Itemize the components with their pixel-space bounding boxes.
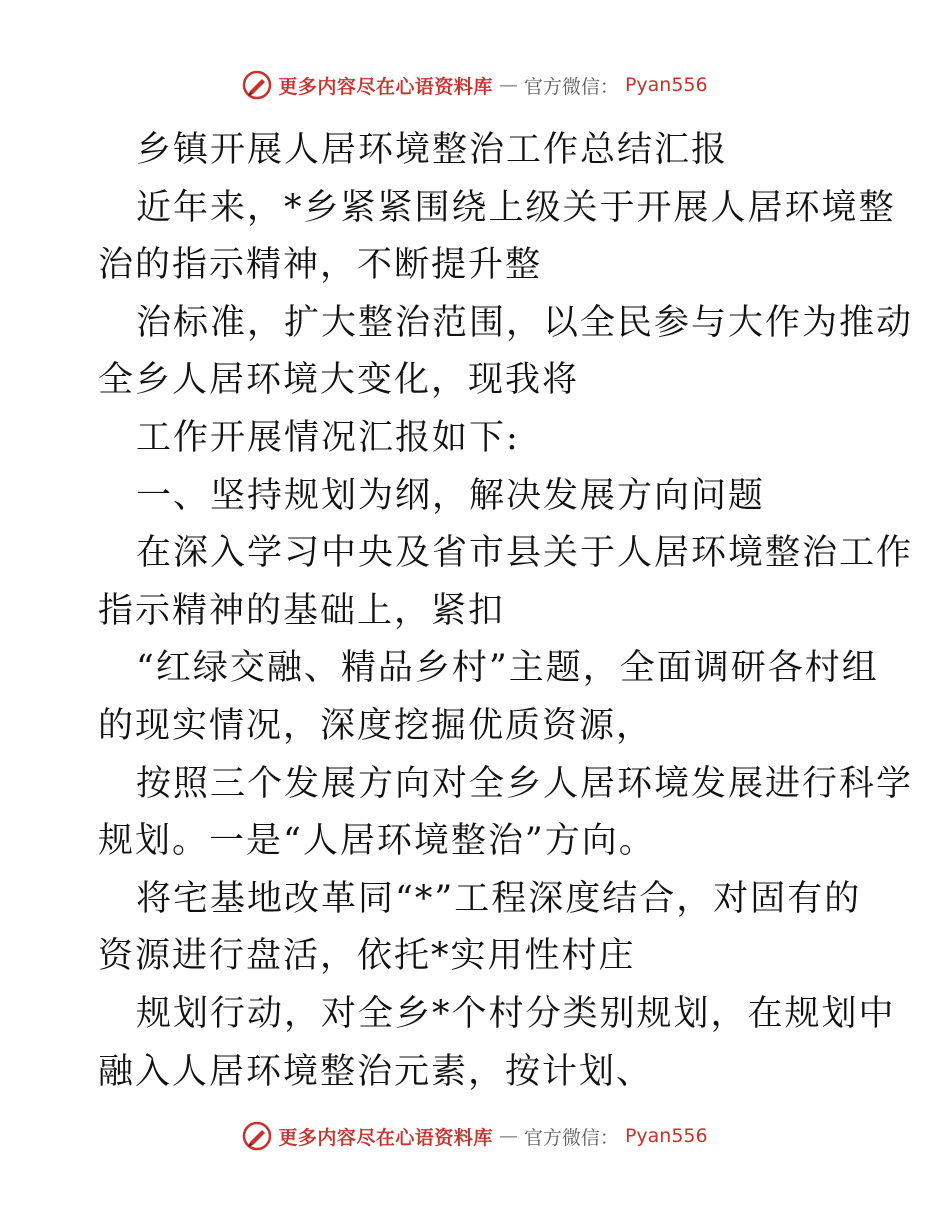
watermark-official-label: 官方微信： [523,1126,619,1149]
pen-logo-icon [242,1121,272,1151]
paragraph-line: 将宅基地改革同“*”工程深度结合，对固有的 [136,878,862,919]
watermark-separator: — [498,1125,518,1147]
pen-logo-icon [242,70,272,100]
header-watermark [0,70,950,100]
paragraph-line: 融入人居环境整治元素，按计划、 [98,1051,654,1092]
paragraph-line: 工作开展情况汇报如下: [136,417,520,458]
watermark-separator: — [498,74,518,96]
paragraph-line: 按照三个发展方向对全乡人居环境发展进行科学 [136,763,914,804]
paragraph-line: 治的指示精神，不断提升整 [98,245,543,286]
paragraph-line: 资源进行盘活，依托*实用性村庄 [98,936,636,977]
watermark-official-label: 官方微信： [523,75,619,98]
footer-watermark [0,1121,950,1151]
paragraph-line: 规划。一是“人居环境整治”方向。 [98,821,656,862]
document-title: 乡镇开展人居环境整治工作总结汇报 [136,130,729,170]
section-heading: 一、坚持规划为纲，解决发展方向问题 [136,475,766,516]
paragraph-line: “红绿交融、精品乡村”主题，全面调研各村组 [136,648,879,689]
paragraph-line: 的现实情况，深度挖掘优质资源， [98,705,654,746]
paragraph-line: 规划行动，对全乡*个村分类别规划，在规划中 [136,993,896,1034]
watermark-wechat-id: Pyan556 [624,1125,708,1147]
watermark-text: 更多内容尽在心语资料库 [278,75,493,98]
document-body [98,122,914,1101]
watermark-wechat-id: Pyan556 [624,74,708,96]
paragraph-line: 全乡人居环境大变化，现我将 [98,360,580,401]
paragraph-line: 治标准，扩大整治范围，以全民参与大作为推动 [136,302,914,343]
paragraph-line: 近年来，*乡紧紧围绕上级关于开展人居环境整 [136,187,896,228]
watermark-text: 更多内容尽在心语资料库 [278,1126,493,1149]
paragraph-line: 指示精神的基础上，紧扣 [98,590,506,631]
paragraph-line: 在深入学习中央及省市县关于人居环境整治工作 [136,533,914,574]
